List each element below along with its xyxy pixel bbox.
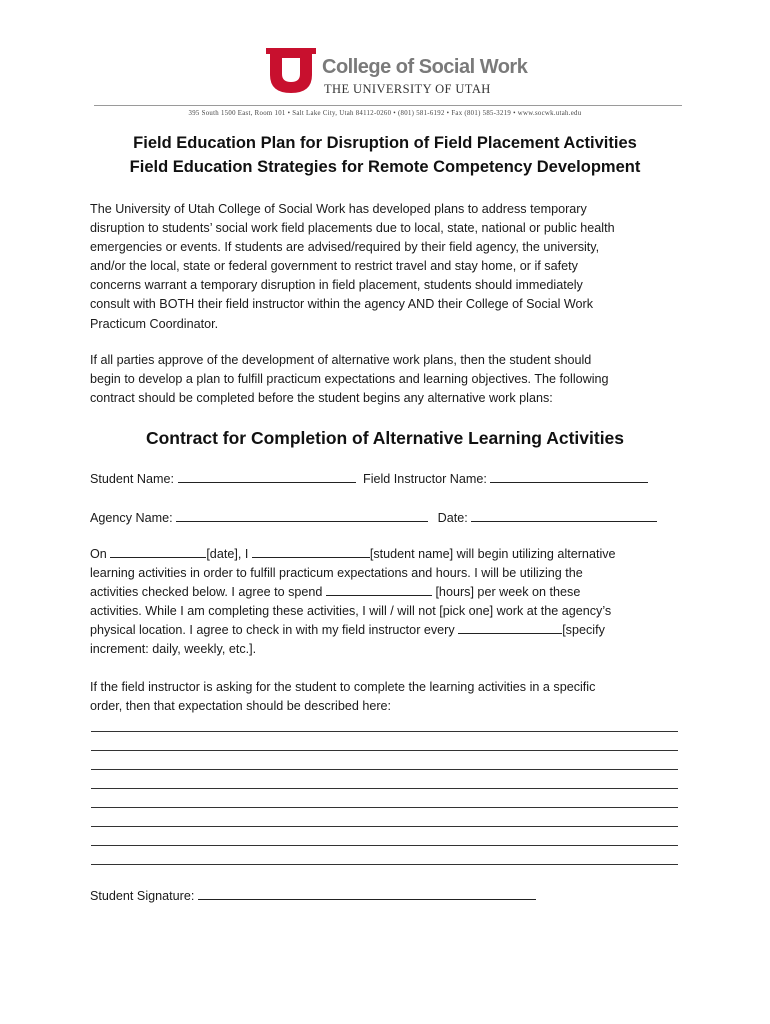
intro-paragraph — [90, 200, 690, 334]
paragraph-line: disruption to students’ social work field placements due to local, state, national or public health — [90, 221, 615, 236]
spend-text: activities checked below. I agree to spend — [90, 585, 323, 600]
student-signature-field[interactable] — [198, 887, 536, 900]
college-name: College of Social Work — [322, 56, 528, 78]
paragraph-line: order, then that expectation should be described here: — [90, 699, 392, 714]
hours-per-week-field[interactable] — [326, 583, 432, 596]
agreement-line-5 — [90, 621, 690, 640]
agency-name-label: Agency Name: — [90, 511, 173, 525]
paragraph-line: Practicum Coordinator. — [90, 316, 219, 331]
agreement-student-name-field[interactable] — [252, 545, 370, 558]
date-hint-text: [date], I — [206, 547, 249, 561]
letterhead-divider — [94, 105, 682, 106]
paragraph-line: contract should be completed before the student begins any alternative work plans: — [90, 391, 553, 406]
agreement-paragraph — [90, 545, 690, 660]
university-name: THE UNIVERSITY OF UTAH — [324, 82, 491, 96]
specify-hint-text: [specify — [562, 623, 605, 638]
paragraph-line: The University of Utah College of Social Work has developed plans to address temporary — [90, 202, 587, 216]
paragraph-line: and/or the local, state or federal government to restrict travel and stay home, or if safety — [90, 259, 578, 274]
date-field[interactable] — [471, 509, 657, 522]
field-instructor-label: Field Instructor Name: — [363, 472, 487, 486]
description-line[interactable] — [91, 845, 678, 846]
name-fields-row — [90, 470, 648, 486]
agreement-line-1 — [90, 545, 690, 564]
description-line[interactable] — [91, 864, 678, 865]
description-line[interactable] — [91, 788, 678, 789]
order-paragraph — [90, 678, 690, 716]
contract-title: Contract for Completion of Alternative Learning Activities — [145, 428, 625, 448]
document-title: Field Education Plan for Disruption of Field Placement Activities — [133, 134, 637, 152]
date-label: Date: — [437, 511, 468, 525]
description-line[interactable] — [91, 750, 678, 751]
agency-date-row — [90, 509, 657, 525]
description-line[interactable] — [91, 769, 678, 770]
paragraph-line: activities. While I am completing these activities, I will / will not [pick one] work at the agency’s — [90, 604, 612, 619]
student-name-label: Student Name: — [90, 472, 175, 486]
description-line[interactable] — [91, 826, 678, 827]
check-in-text: physical location. I agree to check in with my field instructor every — [90, 623, 455, 638]
approval-paragraph — [90, 351, 690, 408]
university-of-utah-logo-icon — [264, 46, 318, 94]
hours-hint-text: [hours] per week on these — [435, 585, 581, 600]
agreement-line-3 — [90, 583, 690, 602]
paragraph-line: concerns warrant a temporary disruption in field placement, students should immediately — [90, 278, 583, 293]
description-line[interactable] — [91, 807, 678, 808]
signature-row — [90, 887, 536, 903]
field-instructor-name-field[interactable] — [490, 470, 648, 483]
paragraph-line: increment: daily, weekly, etc.]. — [90, 642, 257, 657]
paragraph-line: consult with BOTH their field instructor within the agency AND their College of Social Work — [90, 297, 594, 312]
paragraph-line: emergencies or events. If students are advised/required by their field agency, the university, — [90, 240, 600, 255]
paragraph-line: If all parties approve of the development of alternative work plans, then the student should — [90, 353, 592, 367]
paragraph-line: begin to develop a plan to fulfill practicum expectations and learning objectives. The following — [90, 372, 609, 387]
student-name-field[interactable] — [178, 470, 356, 483]
letterhead — [0, 0, 770, 130]
paragraph-line: If the field instructor is asking for the student to complete the learning activities in a specific — [90, 680, 596, 694]
on-text: On — [90, 547, 107, 561]
student-signature-label: Student Signature: — [90, 889, 195, 903]
student-hint-text: [student name] will begin utilizing alternative — [369, 547, 616, 561]
agency-name-field[interactable] — [176, 509, 428, 522]
description-line[interactable] — [91, 731, 678, 732]
agreement-date-field[interactable] — [110, 545, 206, 558]
document-subtitle: Field Education Strategies for Remote Competency Development — [129, 158, 641, 176]
check-in-increment-field[interactable] — [458, 621, 562, 634]
paragraph-line: learning activities in order to fulfill practicum expectations and hours. I will be utilizing the — [90, 566, 583, 581]
letterhead-address: 395 South 1500 East, Room 101 • Salt Lake City, Utah 84112-0260 • (801) 581-6192 • Fax (801) 585-3219 • www.socwk.utah.edu — [188, 110, 582, 117]
